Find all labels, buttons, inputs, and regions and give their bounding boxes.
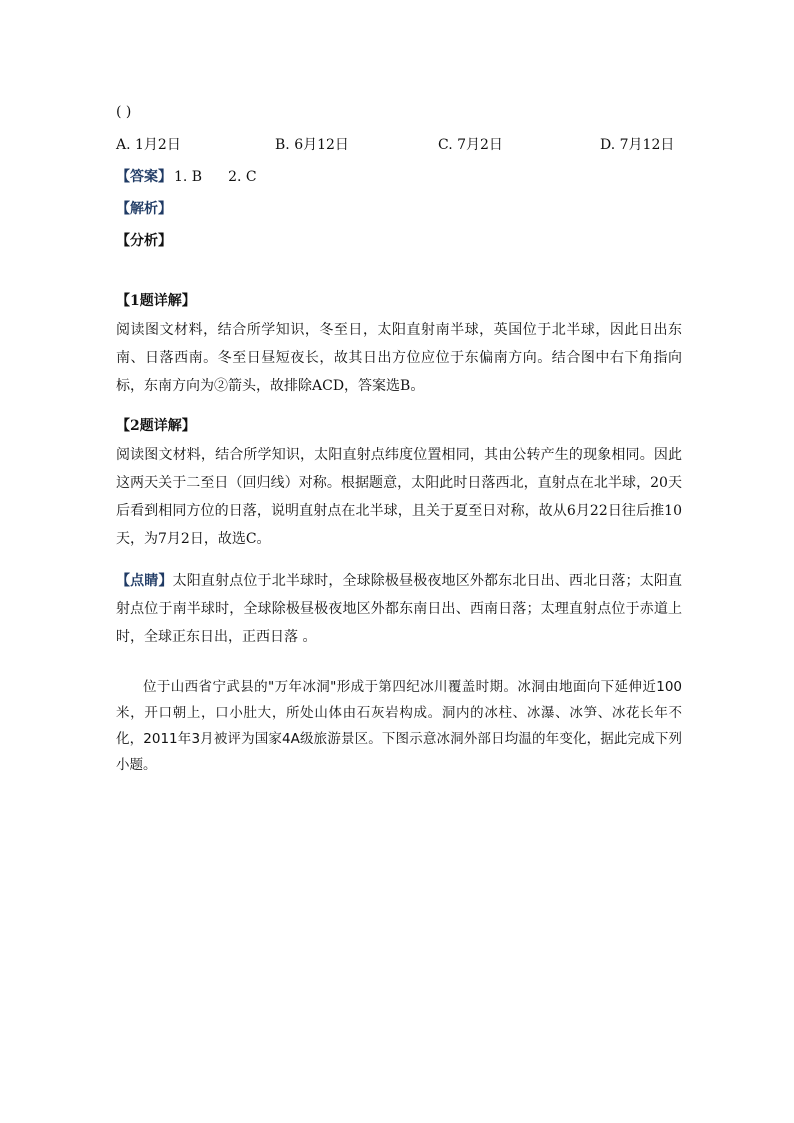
- option-c: C. 7月2日: [438, 137, 503, 153]
- tip-text: 太阳直射点位于北半球时，全球除极昼极夜地区外都东北日出、西北日落；太阳直射点位于南半球时，全球除极昼极夜地区外都东南日出、西南日落；太理直射点位于赤道上时，全球正东日出，正西日落 。: [116, 573, 683, 645]
- question-paren: ( ): [116, 104, 132, 120]
- fenxi-tag: 【分析】: [116, 233, 172, 249]
- answer-tag: 【答案】: [116, 169, 172, 185]
- q2-tag: 【2题详解】: [116, 418, 196, 434]
- option-b: B. 6月12日: [275, 137, 349, 153]
- reading-passage: 位于山西省宁武县的"万年冰洞"形成于第四纪冰川覆盖时期。冰洞由地面向下延伸近100米，开口朝上，口小肚大，所处山体由石灰岩构成。洞内的冰柱、冰瀑、冰笋、冰花长年不化，2011年3月被评为国家4A级旅游景区。下图示意冰洞外部日均温的年变化，据此完成下列小题。: [116, 679, 682, 773]
- option-d: D. 7月12日: [600, 137, 675, 153]
- answer-line: [116, 166, 257, 186]
- option-a: A. 1月2日: [116, 137, 181, 153]
- answer-1: 1. B: [174, 169, 203, 185]
- q2-text: 阅读图文材料，结合所学知识，太阳直射点纬度位置相同，其由公转产生的现象相同。因此这两天关于二至日（回归线）对称。根据题意，太阳此时日落西北，直射点在北半球，20天后看到相同方位的日落，说明直射点在北半球，且关于夏至日对称，故从6月22日往后推10天，为7月2日，故选C。: [116, 447, 682, 547]
- answer-2: 2. C: [228, 169, 257, 185]
- q1-tag: 【1题详解】: [116, 293, 196, 309]
- tip-paragraph: [116, 567, 682, 651]
- q1-text: 阅读图文材料，结合所学知识，冬至日，太阳直射南半球，英国位于北半球，因此日出东南、日落西南。冬至日昼短夜长，故其日出方位应位于东偏南方向。结合图中右下角指向标，东南方向为②箭头，故排除ACD，答案选B。: [116, 322, 682, 394]
- jiexi-tag: 【解析】: [116, 201, 172, 217]
- tip-tag: 【点睛】: [116, 573, 173, 589]
